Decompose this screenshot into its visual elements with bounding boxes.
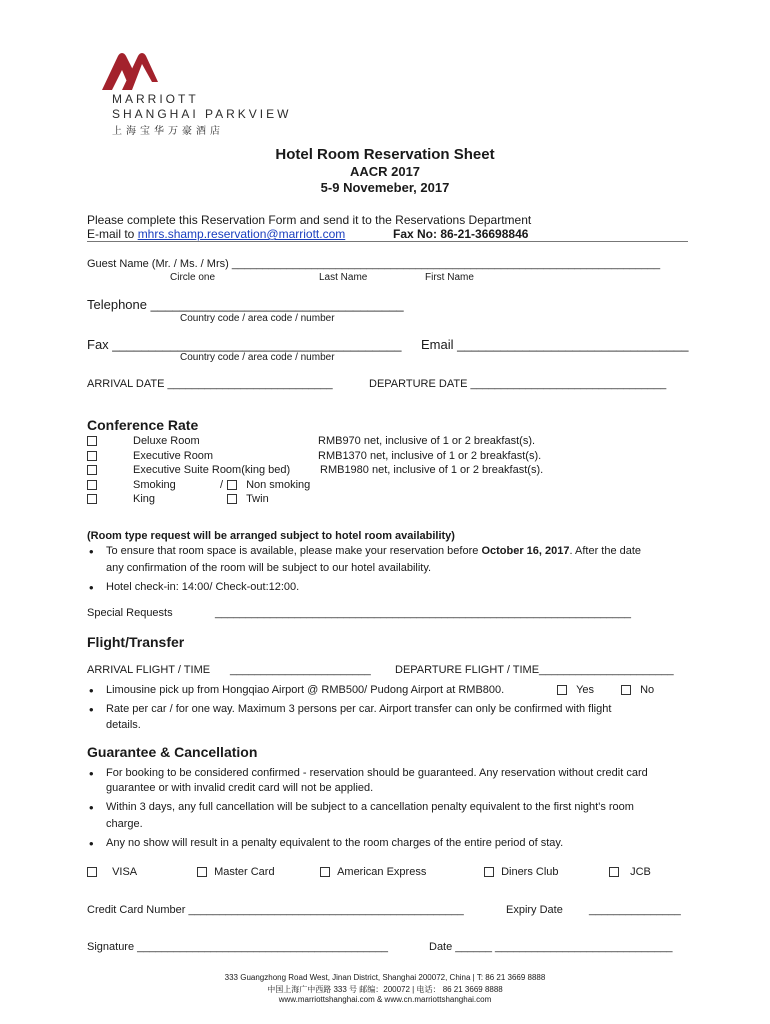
- mastercard-label: Master Card: [214, 866, 275, 878]
- card-option-amex[interactable]: [320, 866, 426, 878]
- brand-line1: MARRIOTT: [112, 92, 199, 106]
- signature-field[interactable]: Signature _________________________________________: [87, 941, 388, 953]
- card-option-diners[interactable]: [484, 866, 559, 878]
- email-line: [87, 227, 345, 241]
- smoking-checkbox[interactable]: [87, 480, 97, 490]
- mastercard-checkbox[interactable]: [197, 867, 207, 877]
- special-requests-label: Special Requests: [87, 607, 173, 619]
- rate-per-car-text: Rate per car / for one way. Maximum 3 persons per car. Airport transfer can only be confirmed with flight: [106, 703, 612, 715]
- footer-address-cn: 中国上海广中西路 333 号 邮编：200072 | 电话： 86 21 3669 8888: [267, 985, 503, 994]
- smoking-label: Smoking: [133, 479, 176, 491]
- brand-line2: SHANGHAI PARKVIEW: [112, 107, 292, 121]
- fax-field[interactable]: Fax ________________________________________: [87, 337, 402, 352]
- suite-label: Executive Suite Room(king bed): [133, 464, 291, 476]
- bullet-icon: •: [89, 766, 94, 781]
- non-smoking-label: Non smoking: [246, 479, 311, 491]
- smoking-row: [87, 479, 99, 491]
- executive-label: Executive Room: [133, 450, 214, 462]
- bullet-icon: •: [89, 683, 94, 698]
- fax-number: Fax No: 86-21-36698846: [393, 227, 529, 241]
- guest-name-field[interactable]: Guest Name (Mr. / Ms. / Mrs) ______________________________________________________________________: [87, 258, 661, 270]
- bullet-icon: •: [89, 836, 94, 851]
- departure-flight-field[interactable]: DEPARTURE FLIGHT / TIME______________________: [395, 664, 674, 676]
- card-option-mastercard[interactable]: [197, 866, 275, 878]
- suite-checkbox[interactable]: [87, 465, 97, 475]
- guarantee-text-1: For booking to be considered confirmed - reservation should be guaranteed. Any reservation without credit card: [106, 767, 648, 779]
- brand-line3: 上海宝华万豪酒店: [112, 126, 224, 137]
- footer-address: 333 Guangzhong Road West, Jinan District, Shanghai 200072, China | T: 86 21 3669 8888: [224, 973, 546, 982]
- email-prefix: E-mail to: [87, 227, 138, 241]
- twin-checkbox[interactable]: [227, 494, 237, 504]
- checkin-text: Hotel check-in: 14:00/ Check-out:12:00.: [106, 581, 300, 593]
- deluxe-label: Deluxe Room: [133, 435, 200, 447]
- no-checkbox[interactable]: [621, 685, 631, 695]
- yes-label: Yes: [576, 684, 595, 696]
- cancellation-text: Within 3 days, any full cancellation will be subject to a cancellation penalty equivalent to the first night's room: [106, 801, 634, 813]
- expiry-label: Expiry Date: [506, 904, 563, 916]
- deadline-text-c: . After the date: [569, 545, 642, 557]
- availability-text: any confirmation of the room will be subject to our hotel availability.: [106, 562, 432, 574]
- king-label: King: [133, 493, 156, 505]
- marriott-m-icon: [100, 50, 160, 92]
- deadline-date: October 16, 2017: [481, 545, 570, 557]
- deluxe-rate: RMB970 net, inclusive of 1 or 2 breakfast(s).: [318, 435, 536, 447]
- last-name-hint: Last Name: [319, 272, 368, 283]
- no-option: [621, 684, 654, 696]
- bullet-icon: •: [89, 580, 94, 595]
- smoking-slash: /: [220, 479, 224, 491]
- guarantee-text-1b: guarantee or with invalid credit card will not be applied.: [106, 782, 374, 794]
- arrival-flight-label: ARRIVAL FLIGHT / TIME: [87, 664, 211, 676]
- jcb-checkbox[interactable]: [609, 867, 619, 877]
- rate-per-car-text-2: details.: [106, 719, 141, 731]
- diners-checkbox[interactable]: [484, 867, 494, 877]
- availability-note: (Room type request will be arranged subject to hotel room availability): [87, 530, 455, 542]
- email-field[interactable]: Email ________________________________: [421, 337, 689, 352]
- divider: [87, 241, 688, 242]
- footer-website[interactable]: www.marriottshanghai.com & www.cn.marriottshanghai.com: [278, 995, 492, 1004]
- no-show-text: Any no show will result in a penalty equivalent to the room charges of the entire period of stay.: [106, 837, 564, 849]
- telephone-hint: Country code / area code / number: [180, 313, 335, 324]
- circle-one-hint: Circle one: [170, 272, 216, 283]
- amex-label: American Express: [337, 866, 427, 878]
- yes-checkbox[interactable]: [557, 685, 567, 695]
- intro-text: Please complete this Reservation Form and send it to the Reservations Department: [87, 213, 532, 227]
- twin-option: [227, 493, 269, 505]
- visa-checkbox[interactable]: [87, 867, 97, 877]
- flight-heading: Flight/Transfer: [87, 634, 185, 650]
- first-name-hint: First Name: [425, 272, 474, 283]
- room-row-suite: [87, 464, 99, 476]
- page-title: Hotel Room Reservation Sheet: [275, 146, 495, 163]
- jcb-label: JCB: [630, 866, 651, 878]
- fax-hint: Country code / area code / number: [180, 352, 335, 363]
- limousine-text: Limousine pick up from Hongqiao Airport @ RMB500/ Pudong Airport at RMB800.: [106, 684, 505, 696]
- card-option-jcb[interactable]: [609, 866, 651, 878]
- reservation-deadline-text: [106, 545, 641, 557]
- event-dates: 5-9 Novemeber, 2017: [320, 180, 450, 195]
- arrival-date-field[interactable]: ARRIVAL DATE ___________________________: [87, 378, 333, 390]
- executive-checkbox[interactable]: [87, 451, 97, 461]
- marriott-logo: [100, 50, 160, 92]
- bullet-icon: •: [89, 544, 94, 559]
- twin-label: Twin: [246, 493, 269, 505]
- date-field[interactable]: Date ______ _____________________________: [429, 941, 673, 953]
- card-option-visa[interactable]: [87, 866, 137, 878]
- king-checkbox[interactable]: [87, 494, 97, 504]
- departure-date-field[interactable]: DEPARTURE DATE ________________________________: [369, 378, 667, 390]
- suite-rate: RMB1980 net, inclusive of 1 or 2 breakfast(s).: [320, 464, 544, 476]
- no-label: No: [640, 684, 655, 696]
- conference-heading: Conference Rate: [87, 417, 199, 433]
- king-row: [87, 493, 99, 505]
- arrival-flight-field[interactable]: _______________________: [230, 664, 371, 676]
- telephone-field[interactable]: Telephone ___________________________________: [87, 297, 404, 312]
- yes-option: [557, 684, 594, 696]
- diners-label: Diners Club: [501, 866, 559, 878]
- visa-label: VISA: [112, 866, 138, 878]
- non-smoking-option: [227, 479, 310, 491]
- bullet-icon: •: [89, 800, 94, 815]
- guarantee-heading: Guarantee & Cancellation: [87, 744, 258, 760]
- room-row-executive: [87, 450, 99, 462]
- deluxe-checkbox[interactable]: [87, 436, 97, 446]
- expiry-field[interactable]: _______________: [589, 904, 681, 916]
- cancellation-text-2: charge.: [106, 818, 143, 830]
- amex-checkbox[interactable]: [320, 867, 330, 877]
- credit-card-field[interactable]: Credit Card Number _____________________________________________: [87, 904, 464, 916]
- bullet-icon: •: [89, 702, 94, 717]
- executive-rate: RMB1370 net, inclusive of 1 or 2 breakfast(s).: [318, 450, 542, 462]
- non-smoking-checkbox[interactable]: [227, 480, 237, 490]
- email-link[interactable]: mhrs.shamp.reservation@marriott.com: [137, 227, 346, 241]
- deadline-text-a: To ensure that room space is available, please make your reservation before: [106, 545, 482, 557]
- special-requests-field[interactable]: ____________________________________________________________________: [215, 607, 632, 619]
- event-name: AACR 2017: [349, 164, 421, 179]
- room-row-deluxe: [87, 435, 99, 447]
